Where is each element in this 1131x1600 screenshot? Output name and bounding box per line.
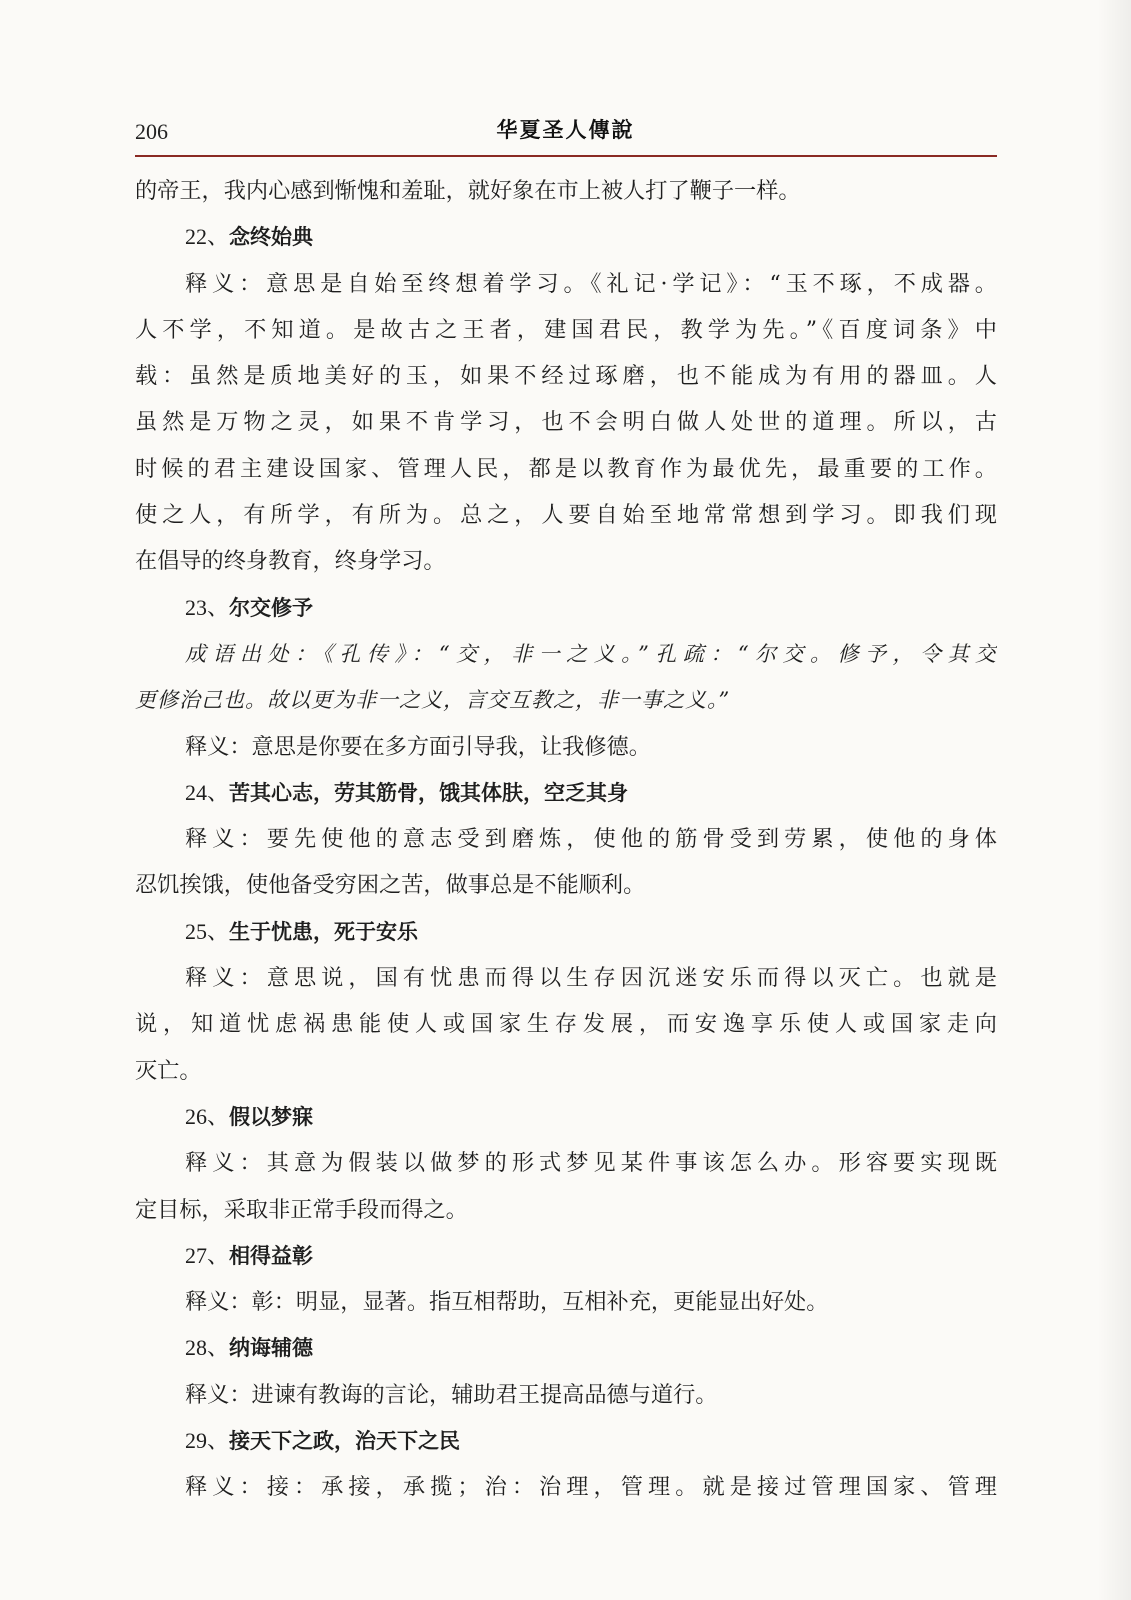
entry-heading-25 [135,909,997,955]
entry-heading-24 [135,770,997,816]
entry-explanation-28 [135,1372,997,1418]
entry-title: 假以梦寐 [229,1104,314,1129]
entry-title: 生于忧患，死于安乐 [229,919,419,944]
text-line: 虽然是万物之灵，如果不肯学习，也不会明白做人处世的道理。所以，古 [135,409,997,436]
text-line: 释义：其意为假装以做梦的形式梦见某件事该怎么办。形容要实现既 [185,1150,997,1177]
entry-explanation-23 [135,724,997,770]
entry-explanation-27 [135,1279,997,1325]
text-line: 释义：进谏有教诲的言论，辅助君王提高品德与道行。 [185,1381,718,1408]
text-line: 更修治己也。故以更为非一之义，言交互教之，非一事之义。” [135,688,731,713]
entry-heading-23 [135,585,997,631]
text-line: 成语出处：《孔传》：“交，非一之义。”孔疏：“尔交。修予，令其交 [185,641,997,666]
text-line: 释义：接：承接，承揽；治：治理，管理。就是接过管理国家、管理 [185,1474,997,1501]
entry-source-23 [135,631,997,724]
entry-title: 相得益彰 [229,1243,314,1268]
entry-explanation-26 [135,1140,997,1233]
entry-title: 接天下之政，治天下之民 [229,1429,461,1454]
entry-number: 22、 [185,224,230,250]
entry-heading-29 [135,1418,997,1464]
text-line: 释义：意思是你要在多方面引导我，让我修德。 [185,733,651,760]
entry-heading-22 [135,214,997,260]
text-line: 在倡导的终身教育，终身学习。 [135,548,446,575]
entry-title: 苦其心志，劳其筋骨，饿其体肤，空乏其身 [229,780,629,805]
entry-number: 27、 [185,1242,230,1268]
text-line: 释义：意思是自始至终想着学习。《礼记·学记》：“玉不琢，不成器。 [185,270,997,297]
text-line: 灭亡。 [135,1057,202,1084]
page-edge-shadow [1097,0,1131,1600]
page-body [135,168,997,1511]
entry-explanation-24 [135,816,997,909]
entry-title: 纳诲辅德 [229,1336,314,1361]
entry-title: 念终始典 [229,225,314,250]
entry-number: 24、 [185,779,230,805]
entry-number: 28、 [185,1335,230,1361]
text-line: 忍饥挨饿，使他备受穷困之苦，做事总是不能顺利。 [135,872,646,899]
text-line: 说，知道忧虑祸患能使人或国家生存发展，而安逸享乐使人或国家走向 [135,1011,997,1038]
text-line: 释义：意思说，国有忧患而得以生存因沉迷安乐而得以灭亡。也就是 [185,965,997,992]
entry-number: 23、 [185,594,230,620]
entry-heading-27 [135,1233,997,1279]
text-line: 载：虽然是质地美好的玉，如果不经过琢磨，也不能成为有用的器皿。人 [135,363,997,390]
entry-explanation-25 [135,955,997,1094]
entry-number: 29、 [185,1428,230,1454]
text-line: 的帝王，我内心感到惭愧和羞耻，就好象在市上被人打了鞭子一样。 [135,178,801,204]
text-line: 释义：彰：明显，显著。指互相帮助，互相补充，更能显出好处。 [185,1289,829,1316]
text-line: 时候的君主建设国家、管理人民，都是以教育作为最优先，最重要的工作。 [135,455,997,482]
running-title: 华夏圣人傳說 [496,118,635,142]
entry-heading-28 [135,1325,997,1371]
entry-heading-26 [135,1094,997,1140]
text-line: 定目标，采取非正常手段而得之。 [135,1196,468,1223]
text-line: 使之人，有所学，有所为。总之，人要自始至地常常想到学习。即我们现 [135,502,997,529]
paragraph-continuation [135,168,997,214]
entry-title: 尔交修予 [229,595,314,620]
page-number: 206 [135,119,168,144]
header-rule [135,155,997,157]
entry-number: 26、 [185,1103,230,1129]
entry-explanation-22 [135,261,997,585]
text-line: 人不学，不知道。是故古之王者，建国君民，教学为先。”《百度词条》中 [135,316,997,343]
entry-number: 25、 [185,918,230,944]
text-line: 释义：要先使他的意志受到磨炼，使他的筋骨受到劳累，使他的身体 [185,826,997,853]
entry-explanation-29 [135,1464,997,1510]
